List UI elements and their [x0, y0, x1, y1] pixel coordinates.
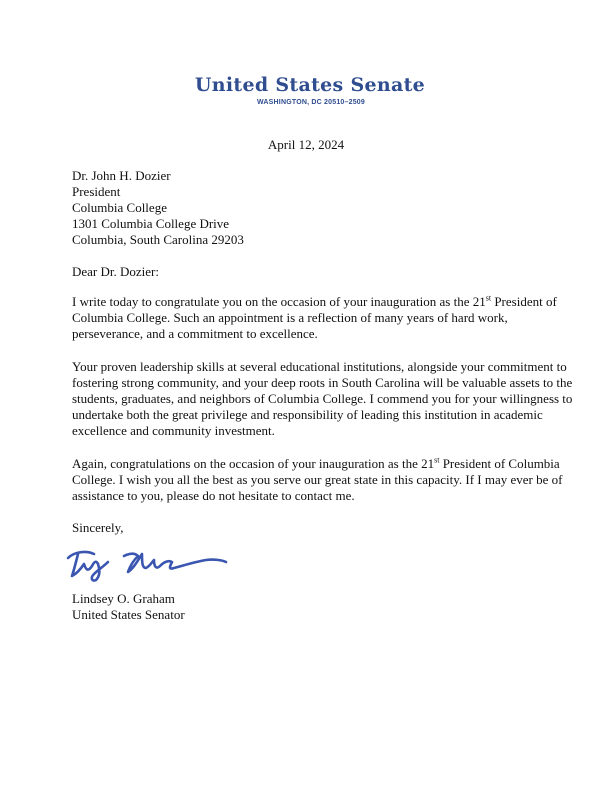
paragraph-1-line-1-tail: President of [491, 294, 557, 309]
paragraph-3-line-1-tail: President of Columbia [439, 456, 560, 471]
senate-address: WASHINGTON, DC 20510–2509 [257, 99, 365, 106]
recipient-organization: Columbia College [72, 200, 167, 215]
signature-strokes [68, 552, 226, 581]
paragraph-3-line-2: College. I wish you all the best as you serve our great state in this capacity. If I may ever be of [72, 472, 563, 487]
paragraph-3-line-3: assistance to you, please do not hesitate to contact me. [72, 488, 355, 503]
recipient-street: 1301 Columbia College Drive [72, 216, 230, 231]
paragraph-1-line-1 [72, 293, 557, 310]
ordinal-suffix: st [434, 455, 440, 465]
senate-title: United States Senate [194, 74, 426, 96]
handwritten-signature [64, 544, 232, 584]
ordinal-suffix: st [485, 293, 492, 303]
paragraph-1-line-1-text: I write today to congratulate you on the occasion of your inauguration as the 21 [72, 294, 486, 309]
paragraph-1 [72, 293, 557, 342]
paragraph-2-line: Your proven leadership skills at several educational institutions, alongside your commitment to [72, 359, 567, 374]
paragraph-3 [72, 455, 563, 504]
paragraph-2 [72, 359, 573, 439]
paragraph-2-line: fostering strong community, and your deep roots in South Carolina will be valuable assets to the [72, 375, 573, 390]
signer-block [72, 591, 540, 623]
recipient-name: Dr. John H. Dozier [72, 168, 171, 183]
recipient-title: President [72, 184, 121, 199]
signer-name: Lindsey O. Graham [72, 591, 175, 606]
salutation: Dear Dr. Dozier: [72, 264, 159, 279]
signer-title: United States Senator [72, 607, 185, 622]
paragraph-3-line-1-text: Again, congratulations on the occasion of your inauguration as the 21 [72, 456, 435, 471]
paragraph-2-line: undertake both the great privilege and responsibility of leading this institution in academic [72, 407, 543, 422]
recipient-address [72, 168, 540, 248]
paragraph-3-line-1 [72, 455, 560, 472]
paragraph-1-line-3: perseverance, and a commitment to excellence. [72, 326, 318, 341]
closing: Sincerely, [72, 520, 124, 535]
letter-date: April 12, 2024 [267, 137, 345, 152]
letterhead [0, 74, 612, 106]
paragraph-2-line: excellence and community investment. [72, 423, 275, 438]
paragraph-1-line-2: Columbia College. Such an appointment is a reflection of many years of hard work, [72, 310, 508, 325]
recipient-city: Columbia, South Carolina 29203 [72, 232, 244, 247]
paragraph-2-line: students, graduates, and neighbors of Columbia College. I commend you for your willingness to [72, 391, 573, 406]
